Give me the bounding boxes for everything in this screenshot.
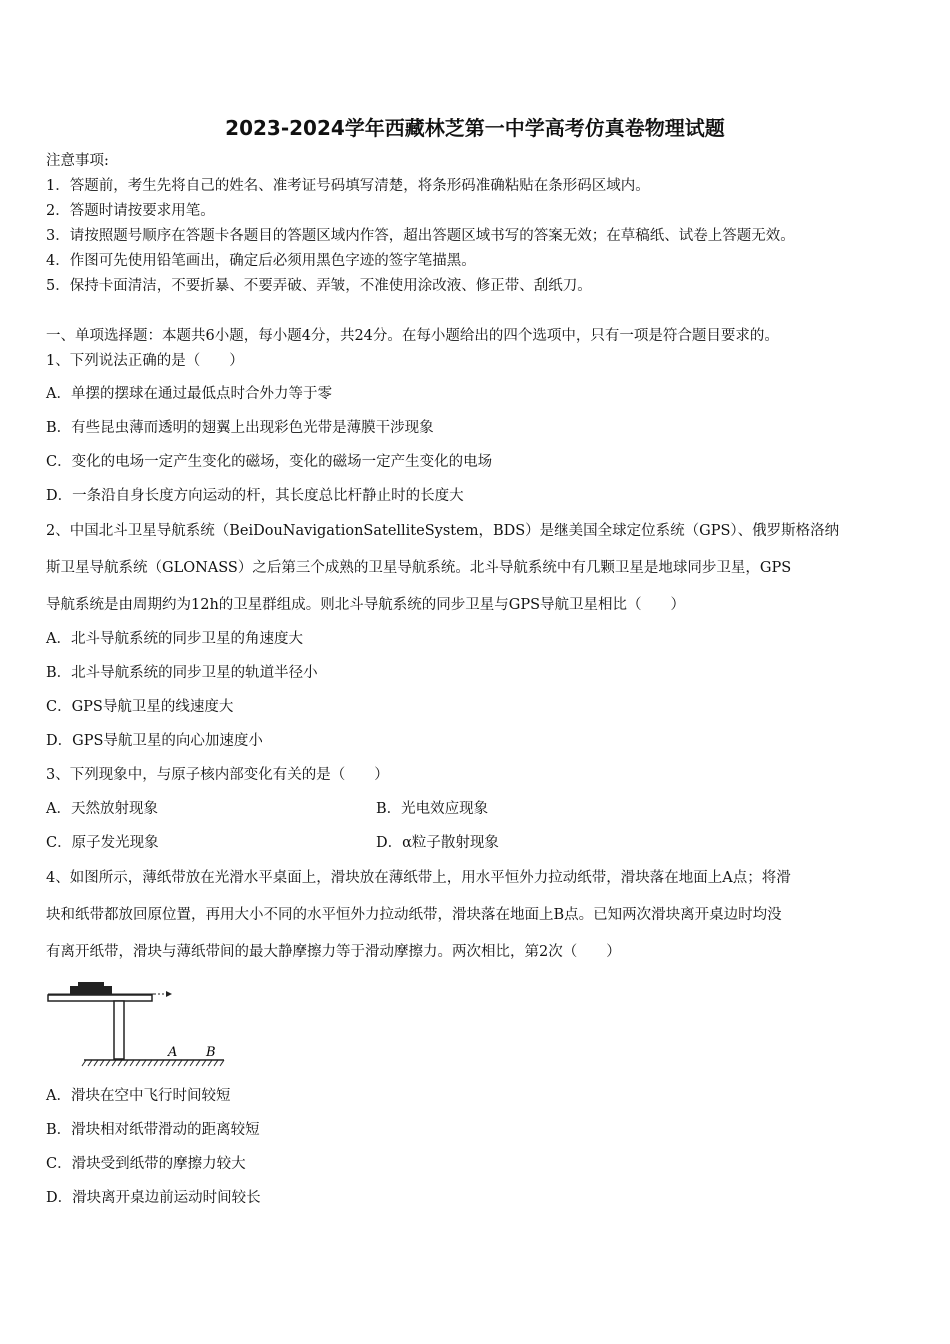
table-top	[48, 995, 152, 1001]
question-2-option-b: B．北斗导航系统的同步卫星的轨道半径小	[46, 665, 318, 681]
question-4-option-a: A．滑块在空中飞行时间较短	[46, 1088, 231, 1104]
section-heading: 一、单项选择题：本题共6小题，每小题4分，共24分。在每小题给出的四个选项中，只有一项是符合题目要求的。	[46, 328, 779, 344]
question-1-stem: 1、下列说法正确的是（ ）	[46, 353, 244, 369]
notice-item: 2．答题时请按要求用笔。	[46, 203, 215, 219]
question-4-option-d: D．滑块离开桌边前运动时间较长	[46, 1190, 261, 1206]
page-title: 2023-2024学年西藏林芝第一中学高考仿真卷物理试题	[225, 116, 725, 140]
notice-item: 4．作图可先使用铅笔画出，确定后必须用黑色字迹的签字笔描黑。	[46, 253, 476, 269]
question-2-option-a: A．北斗导航系统的同步卫星的角速度大	[46, 631, 303, 647]
question-3-option-d: D．α粒子散射现象	[376, 835, 499, 851]
question-2-stem-line: 斯卫星导航系统（GLONASS）之后第三个成熟的卫星导航系统。北斗导航系统中有几颗卫星是地球同步卫星，GPS	[46, 560, 792, 576]
question-4-stem-line: 4、如图所示，薄纸带放在光滑水平桌面上，滑块放在薄纸带上，用水平恒外力拉动纸带，滑块落在地面上A点；将滑	[46, 870, 791, 886]
question-4-option-c: C．滑块受到纸带的摩擦力较大	[46, 1156, 246, 1172]
question-3-stem: 3、下列现象中，与原子核内部变化有关的是（ ）	[46, 767, 389, 783]
question-3-option-a: A．天然放射现象	[46, 801, 158, 817]
question-4-figure	[46, 978, 236, 1070]
notice-item: 5．保持卡面清洁，不要折暴、不要弄破、弄皱，不准使用涂改液、修正带、刮纸刀。	[46, 278, 592, 294]
notice-heading: 注意事项:	[46, 153, 109, 169]
question-4-option-b: B．滑块相对纸带滑动的距离较短	[46, 1122, 260, 1138]
slider-block-top	[78, 982, 104, 987]
question-4-stem-line: 块和纸带都放回原位置，再用大小不同的水平恒外力拉动纸带，滑块落在地面上B点。已知两次滑块离开桌边时均没	[46, 907, 782, 923]
question-2-option-d: D．GPS导航卫星的向心加速度小	[46, 733, 263, 749]
slider-block	[70, 986, 112, 995]
question-3-option-c: C．原子发光现象	[46, 835, 159, 851]
question-3-option-b: B．光电效应现象	[376, 801, 489, 817]
question-2-option-c: C．GPS导航卫星的线速度大	[46, 699, 234, 715]
notice-item: 3．请按照题号顺序在答题卡各题目的答题区域内作答，超出答题区域书写的答案无效；在草稿纸、试卷上答题无效。	[46, 228, 795, 244]
question-1-option-b: B．有些昆虫薄而透明的翅翼上出现彩色光带是薄膜干涉现象	[46, 420, 434, 436]
table-leg	[114, 1001, 124, 1059]
question-1-option-d: D．一条沿自身长度方向运动的杆，其长度总比杆静止时的长度大	[46, 488, 464, 504]
question-1-option-c: C．变化的电场一定产生变化的磁场，变化的磁场一定产生变化的电场	[46, 454, 493, 470]
question-4-stem-line: 有离开纸带，滑块与薄纸带间的最大静摩擦力等于滑动摩擦力。两次相比，第2次（ ）	[46, 944, 621, 960]
notice-item: 1．答题前，考生先将自己的姓名、准考证号码填写清楚，将条形码准确粘贴在条形码区域内。	[46, 178, 650, 194]
pull-arrow-head	[166, 991, 172, 997]
point-b-label: B	[206, 1045, 216, 1060]
question-2-stem-line: 2、中国北斗卫星导航系统（BeiDouNavigationSatelliteSystem，BDS）是继美国全球定位系统（GPS）、俄罗斯格洛纳	[46, 523, 840, 539]
question-1-option-a: A．单摆的摆球在通过最低点时合外力等于零	[46, 386, 332, 402]
question-2-stem-line: 导航系统是由周期约为12h的卫星群组成。则北斗导航系统的同步卫星与GPS导航卫星相比（ ）	[46, 597, 686, 613]
ground-hatching	[82, 1060, 224, 1066]
point-a-label: A	[168, 1045, 178, 1060]
